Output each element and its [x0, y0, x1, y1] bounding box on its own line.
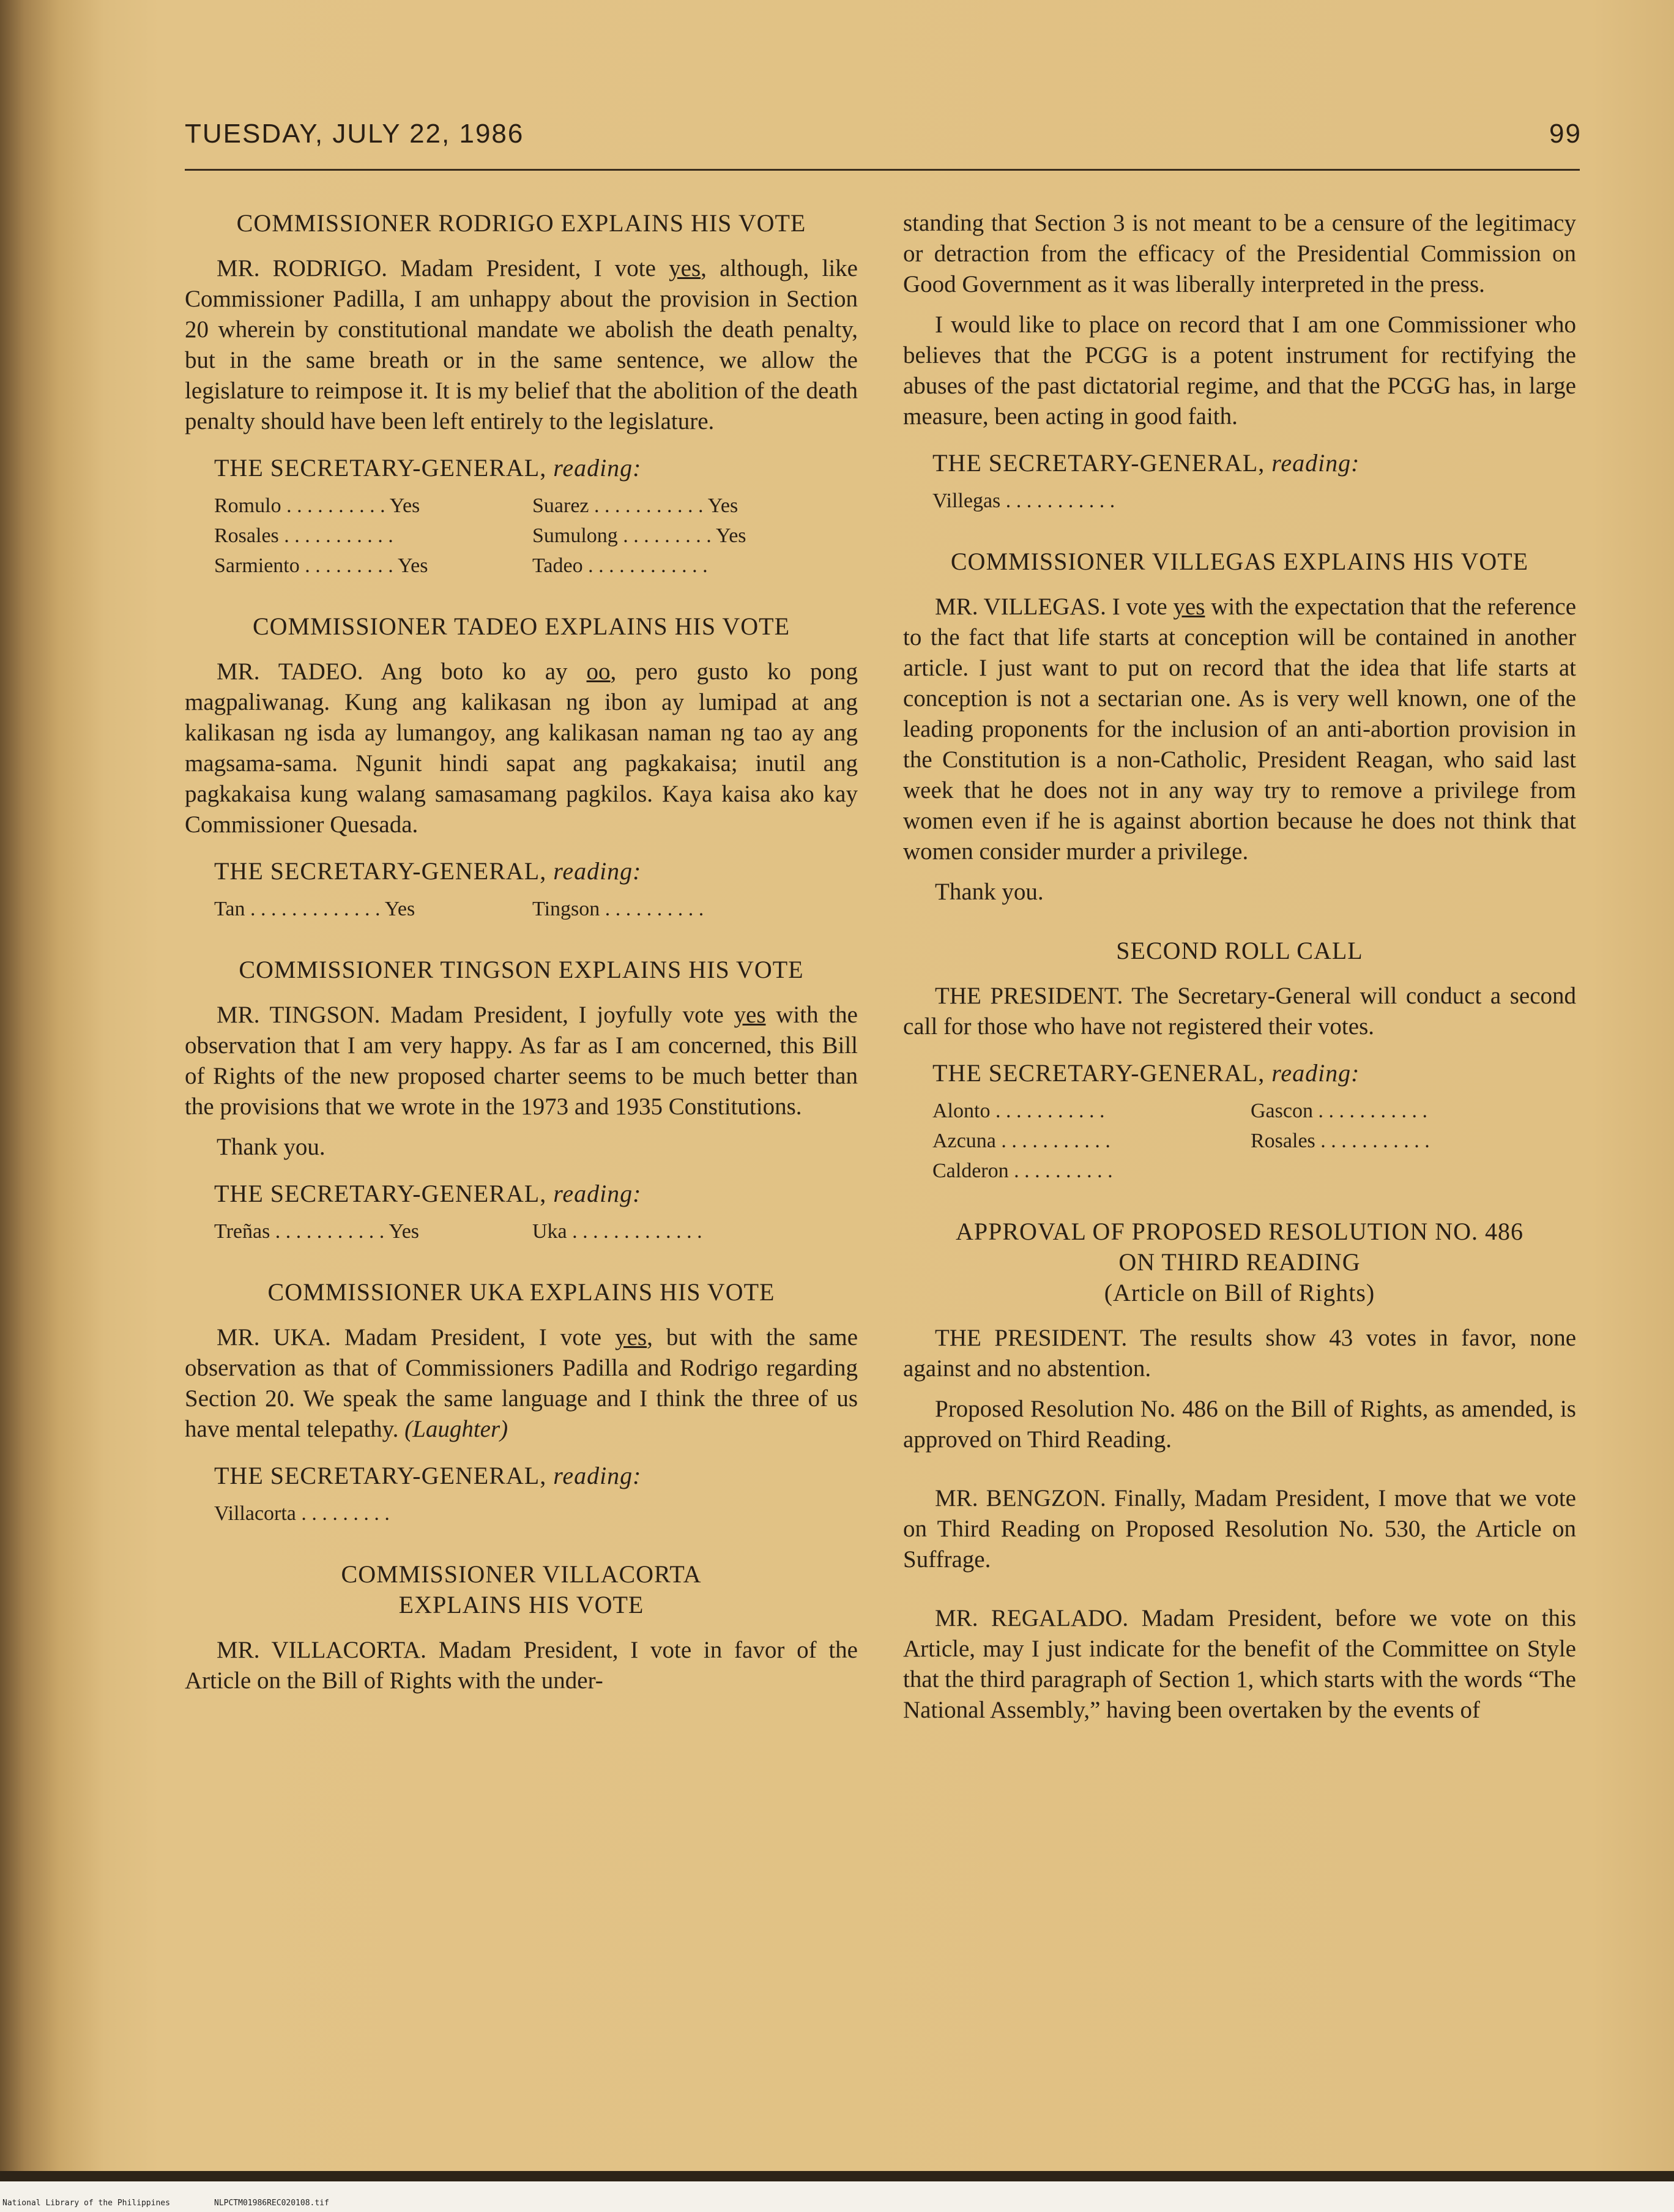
section-heading: COMMISSIONER VILLACORTA — [341, 1560, 702, 1588]
roll-row: Alonto . . . . . . . . . . . Gascon . . . . . . . . . . . — [932, 1100, 1427, 1122]
page-number: 99 — [1549, 119, 1582, 149]
right-column — [903, 208, 1576, 1735]
scan-footer — [0, 2181, 1674, 2212]
roll-row: Villegas . . . . . . . . . . . — [932, 490, 1115, 512]
left-column — [185, 208, 858, 1706]
paragraph: THE PRESIDENT. The Secretary-General will conduct a second call for those who have not registered their votes. — [903, 983, 1577, 1040]
paragraph: MR. TINGSON. Madam President, I joyfully vote yes with the observation that I am very happy. As far as I am concerned, this Bill of Rights of the new proposed charter seems to be much better than the provisions that we wrote in the 1973 and 1935 Constitutions. — [185, 1002, 858, 1120]
file-name: NLPCTM01986REC020108.tif — [214, 2199, 329, 2208]
section-heading: APPROVAL OF PROPOSED RESOLUTION NO. 486 — [955, 1218, 1524, 1245]
section-heading: COMMISSIONER UKA EXPLAINS HIS VOTE — [267, 1278, 775, 1306]
paragraph: Thank you. — [935, 879, 1044, 905]
paragraph: MR. REGALADO. Madam President, before we vote on this Article, may I just indicate for the benefit of the Committee on Style that the third paragraph of Section 1, which starts with the words “The National Assembly,” having been overtaken by the events of — [903, 1605, 1576, 1723]
section-heading: COMMISSIONER RODRIGO EXPLAINS HIS VOTE — [236, 209, 806, 237]
section-heading: EXPLAINS HIS VOTE — [398, 1591, 644, 1618]
roll-call-list — [214, 491, 858, 581]
section-subheading: (Article on Bill of Rights) — [1104, 1279, 1375, 1306]
paragraph: Proposed Resolution No. 486 on the Bill of Rights, as amended, is approved on Third Reading. — [903, 1396, 1576, 1453]
paragraph: MR. UKA. Madam President, I vote yes, but with the same observation as that of Commissioners Padilla and Rodrigo regarding Section 20. We speak the same language and I think the three of us have mental telepathy. (Laughter) — [185, 1324, 858, 1442]
paragraph: MR. VILLEGAS. I vote yes with the expectation that the reference to the fact that life starts at conception will be contained in another article. I just want to put on record that the idea that life starts at conception is not a sectarian one. As is very well known, one of the leading proponents for the inclusion of an anti-abortion provision in the Constitution is a non-Catholic, President Reagan, who said last week that he does not in any way try to remove a privilege from women even if he is against abortion because he does not think that women consider murder a privilege. — [903, 594, 1577, 865]
section-heading: SECOND ROLL CALL — [1116, 937, 1363, 964]
roll-row: Tan . . . . . . . . . . . . . Yes Tingson . . . . . . . . . . — [214, 898, 704, 920]
paragraph: MR. VILLACORTA. Madam President, I vote in favor of the Article on the Bill of Rights with the under- — [185, 1637, 858, 1694]
paragraph: I would like to place on record that I am one Commissioner who believes that the PCGG is a potent instrument for rectifying the abuses of the past dictatorial regime, and that the PCGG has, in large measure, been acting in good faith. — [903, 311, 1576, 430]
roll-call-list — [214, 894, 858, 924]
secretary-general-reading: THE SECRETARY-GENERAL, reading: — [214, 857, 642, 885]
section-heading: COMMISSIONER VILLEGAS EXPLAINS HIS VOTE — [950, 548, 1529, 575]
roll-row: Calderon . . . . . . . . . . — [932, 1160, 1113, 1182]
section-heading: COMMISSIONER TADEO EXPLAINS HIS VOTE — [252, 613, 790, 640]
roll-call-list — [932, 486, 1576, 516]
paragraph: THE PRESIDENT. The results show 43 votes in favor, none against and no abstention. — [903, 1325, 1576, 1382]
roll-call-list — [214, 1216, 858, 1246]
secretary-general-reading: THE SECRETARY-GENERAL, reading: — [214, 1462, 642, 1489]
roll-row: Sarmiento . . . . . . . . . Yes Tadeo . . . . . . . . . . . . — [214, 554, 708, 577]
paragraph: Thank you. — [217, 1134, 326, 1160]
roll-call-list — [214, 1499, 858, 1529]
secretary-general-reading: THE SECRETARY-GENERAL, reading: — [214, 454, 642, 482]
section-heading: ON THIRD READING — [1118, 1248, 1361, 1276]
roll-row: Romulo . . . . . . . . . . Yes Suarez . . . . . . . . . . . Yes — [214, 494, 738, 517]
secretary-general-reading: THE SECRETARY-GENERAL, reading: — [932, 449, 1360, 477]
section-heading: COMMISSIONER TINGSON EXPLAINS HIS VOTE — [239, 956, 804, 983]
roll-row: Azcuna . . . . . . . . . . . Rosales . . . . . . . . . . . — [932, 1130, 1430, 1152]
paragraph: MR. RODRIGO. Madam President, I vote yes, although, like Commissioner Padilla, I am unhappy about the provision in Section 20 wherein by constitutional mandate we abolish the death penalty, but in the same breath or in the same sentence, we allow the legislature to reimpose it. It is my belief that the abolition of the death penalty should have been left entirely to the legislature. — [185, 255, 858, 434]
header-rule — [185, 169, 1580, 171]
secretary-general-reading: THE SECRETARY-GENERAL, reading: — [214, 1180, 642, 1207]
roll-row: Treñas . . . . . . . . . . . Yes Uka . . . . . . . . . . . . . — [214, 1220, 702, 1243]
library-credit: National Library of the Philippines — [2, 2199, 170, 2208]
roll-row: Villacorta . . . . . . . . . — [214, 1502, 390, 1525]
paragraph: standing that Section 3 is not meant to be a censure of the legitimacy or detraction from the efficacy of the Presidential Commission on Good Government as it was liberally interpreted in the press. — [903, 210, 1576, 297]
paragraph: MR. TADEO. Ang boto ko ay oo, pero gusto ko pong magpaliwanag. Kung ang kalikasan ng ibon ay lumipad at ang kalikasan ng isda ay lumangoy, ang kalikasan naman ng tao ay ang magsama-sama. Ngunit hindi sapat ang pagkakaisa; inutil ang pagkakaisa kung walang samasamang pagkilos. Kaya kaisa ako kay Commissioner Quesada. — [185, 658, 858, 838]
roll-call-list — [932, 1096, 1576, 1186]
secretary-general-reading: THE SECRETARY-GENERAL, reading: — [932, 1059, 1360, 1087]
page-date: TUESDAY, JULY 22, 1986 — [185, 119, 524, 149]
paragraph: MR. BENGZON. Finally, Madam President, I move that we vote on Third Reading on Proposed Resolution No. 530, the Article on Suffrage. — [903, 1485, 1576, 1573]
roll-row: Rosales . . . . . . . . . . . Sumulong . . . . . . . . . Yes — [214, 524, 746, 547]
